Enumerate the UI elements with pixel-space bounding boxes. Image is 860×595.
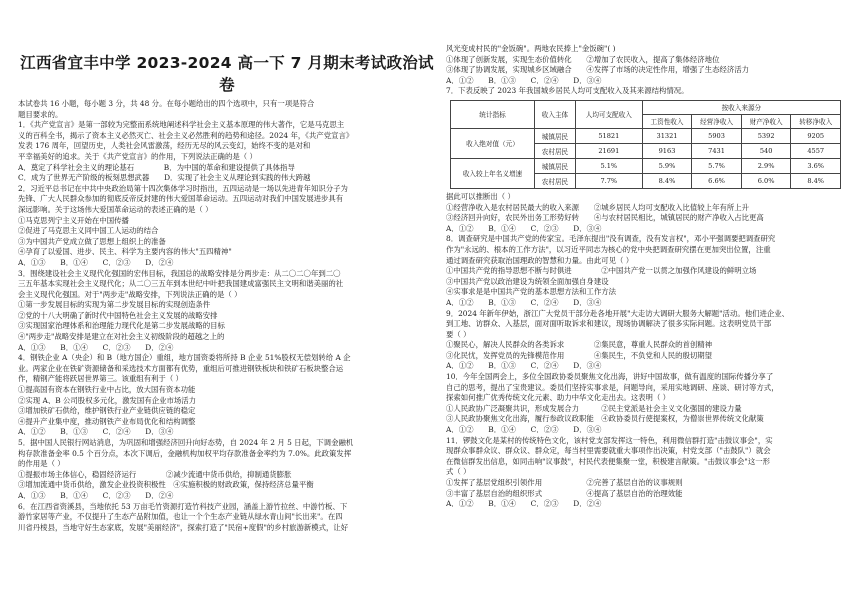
table-cell: 21691 <box>575 143 642 158</box>
left-column <box>18 0 436 595</box>
right-question-text-bottom <box>446 192 848 510</box>
text-line: ③增加流通中货币供给，激发企业投资积极性 ④实施积极的财政政策，保持经济总量平衡 <box>18 480 314 490</box>
text-line: 2．习近平总书记在中共中央政治局第十四次集体学习时指出，五四运动是一场以先进青年知识分子为 <box>18 183 348 193</box>
text-line: ③体现了协调发展，实现城乡区域融合 ④发挥了市场的决定性作用，增强了生态经济活力 <box>446 65 750 75</box>
table-header-wage: 工资性收入 <box>642 114 692 128</box>
table-cell: 7431 <box>692 143 742 158</box>
text-line: 先锋、广大人民群众参加的彻底反帝反封建的伟大爱国革命运动。五四运动对我们中国发展进步具有 <box>18 194 344 204</box>
text-line: 通过调查研究获取治国理政的智慧和力量。由此可见（ ） <box>446 255 634 265</box>
table-cell: 6.6% <box>692 173 742 188</box>
text-line: 到工地、访群众、入基层，面对面听取诉求和建议，现场协调解决了很多实际问题。这表明党员干部 <box>446 319 772 329</box>
right-question-text-top <box>446 44 848 97</box>
text-line: A．①② B．①③ C．②④ D．③④ <box>18 427 174 437</box>
text-line: ④提升产业集中度，推动钢铁产业布局优化和结构调整 <box>18 416 196 426</box>
text-line: ②促进了马克思主义同中国工人运动的结合 <box>18 226 159 236</box>
text-line: 要（ ） <box>446 329 471 339</box>
text-line: ③丰富了基层自治的组织形式 ④提高了基层自治的治理效能 <box>446 488 683 498</box>
text-line: 自己的思考，提出了宝贵建议。委员们坚持实事求是，问题导向，采用实地调研、座谈、研讨等方式， <box>446 382 779 392</box>
table-cell: 8.4% <box>791 173 841 188</box>
text-line: 义的百科全书，揭示了资本主义必然灭亡、社会主义必然胜利的趋势和途径。2024 年，《共产党宣言》 <box>18 130 354 140</box>
table-header-subject: 收入主体 <box>534 100 575 128</box>
instructions-line: 本试卷共 16 小题，每小题 3 分，共 48 分。在每小题给出的四个选项中，只有一项是符合 <box>18 99 315 108</box>
text-line: ③为中国共产党成立做了思想上组织上的准备 <box>18 236 166 246</box>
text-line: A．①② B．①④ C．②③ D．③④ <box>446 223 602 233</box>
text-line: ③中国共产党以政治建设为统领全面加强自身建设 <box>446 276 609 286</box>
table-cell: 农村居民 <box>534 173 575 188</box>
table-header-transfer: 转移净收入 <box>791 114 841 128</box>
table-header-by-source: 按收入来源分 <box>642 100 840 114</box>
text-line: 10．今年全国两会上，多位全国政协委员聚焦文化出海，讲好中国故事，做有温度的国际传播分享了 <box>446 372 774 382</box>
text-line: ③实现国家治理体系和治理能力现代化是第二步发展战略的目标 <box>18 321 225 331</box>
text-line: ①经营净收入是农村居民最大的收入来源 ②城乡居民人均可支配收入比值较上年有所上升 <box>446 202 750 212</box>
text-line: A．①② B．①③ C．②④ D．③④ <box>446 361 602 371</box>
table-cell: 5.9% <box>642 158 692 173</box>
text-line: 业。两家企业在铁矿资源储备和采选技术方面都有优势，重组后可推进钢铁板块和铁矿石板块整合运 <box>18 363 344 373</box>
text-line: 6．在江西省资溪县，当地依托 53 万亩毛竹资源打造竹科技产业园，涵盖上游竹拉丝、中游竹板、下 <box>18 501 348 511</box>
text-line: ④实事求是是中国共产党的基本思想方法和工作方法 <box>446 287 616 297</box>
text-line: 4．钢铁企业 A（央企）和 B（地方国企）重组，地方国资委将所持 B 企业 51%股权无偿划转给 A 企 <box>18 353 351 363</box>
text-line: ②党的十八大明确了新时代中国特色社会主义发展的战略安排 <box>18 310 218 320</box>
text-line: A．①③ B．①④ C．②③ D．②④ <box>18 257 174 267</box>
text-line: ③化民忧，发挥党员的先锋模范作用 ④集民生，不负党和人民的殷切期望 <box>446 350 713 360</box>
table-cell: 6.0% <box>741 173 791 188</box>
text-line: 9．2024 年新年伊始，浙江广大党员干部分赴各地开展"大走访大调研大服务大解题"活动。他们进企业、 <box>446 308 790 318</box>
text-line: ①中国共产党的指导思想不断与时俱进 ②中国共产党一以贯之加强作风建设的鲜明立场 <box>446 266 757 276</box>
text-line: ①马克思列宁主义开始在中国传播 <box>18 215 129 225</box>
table-header-property: 财产净收入 <box>741 114 791 128</box>
text-line: 1．《共产党宣言》是第一部较为完整而系统地阐述科学社会主义基本原理的伟大著作，它是马克思主 <box>18 120 345 130</box>
table-group-label: 收入较上年名义增速 <box>451 158 535 188</box>
text-line: 作为"永远的、根本的工作方法"，以习近平同志为核心的党中央把调查研究摆在更加突出位置，注重 <box>446 244 771 254</box>
text-line: ①发挥了基层党组织引领作用 ②完善了基层自治的议事规则 <box>446 478 683 487</box>
text-line: 三五年基本实现社会主义现代化；从二〇三五年到本世纪中叶把我国建成富强民主文明和谐美丽的社 <box>18 279 344 289</box>
text-line: 游竹家居等产业，不仅提升了生态产品附加值，也让一个个生态产业链从绿水青山间"长出来"。在四 <box>18 512 343 522</box>
text-line: 会主义现代化强国。对于"两步走"战略安排，下列说法正确的是（ ） <box>18 289 242 299</box>
table-cell: 8.4% <box>642 173 692 188</box>
income-table <box>450 100 841 189</box>
text-line: 风光变成村民的"金饭碗"。两地农民捧上"金饭碗"( ) <box>446 44 616 53</box>
text-line: A．①② B．①③ C．②④ D．③④ <box>446 297 602 307</box>
text-line: ①体现了创新发展，实现生态价值转化 ②增加了农民收入，提高了集体经济地位 <box>446 54 720 64</box>
table-cell: 7.7% <box>575 173 642 188</box>
text-line: 深远影响。关于这场伟大爱国革命运动的表述正确的是（ ） <box>18 204 213 214</box>
text-line: ①聚民心，解决人民群众的各类诉求 ②集民意，尊重人民群众的首创精神 <box>446 340 713 350</box>
instructions <box>18 99 436 120</box>
table-cell: 5903 <box>692 128 742 143</box>
text-line: 在微信群发出信息，如同击响"议事鼓"，村民代表便集聚一堂，积极建言献策。"击鼓议事会"这一形 <box>446 456 771 466</box>
text-line: ①第一步发展目标的实现为第二步发展目标的实现创造条件 <box>18 300 211 310</box>
text-line: 7．下表反映了 2023 年我国城乡居民人均可支配收入及其来源结构情况。 <box>446 86 689 96</box>
text-line: ③增加铁矿石供给，维护钢铁行业产业链供应链的稳定 <box>18 406 196 416</box>
table-row <box>451 128 841 143</box>
table-header-business: 经营净收入 <box>692 114 742 128</box>
text-line: 式（ ） <box>446 467 471 477</box>
table-header-indicator: 统计指标 <box>451 100 535 128</box>
text-line: 现群众事群众议、群众议、群众定，每当村里需要就重大事项作出决策，村党支部（"击鼓队"）就会 <box>446 446 771 456</box>
text-line: ④"两步走"战略安排是建立在对社会主义初级阶段的超越之上的 <box>18 332 225 342</box>
text-line: 据此可以推断出（ ） <box>446 191 515 201</box>
text-line: 11．锣鼓文化是某村的传统特色文化，该村党支部发挥这一特色，利用微信群打造"击鼓议事会"，实 <box>446 435 773 445</box>
table-cell: 9163 <box>642 143 692 158</box>
text-line: ①提高国有资本在钢铁行业中占比，放大国有资本功能 <box>18 385 196 395</box>
text-line: A．奠定了科学社会主义的理论基石 B．为中国的革命和建设提供了具体指导 <box>18 162 295 172</box>
text-line: 作，精钢产能将跃居世界第三。该重组有利于（ ） <box>18 374 183 384</box>
table-cell: 51821 <box>575 128 642 143</box>
table-cell: 5392 <box>741 128 791 143</box>
table-cell: 城镇居民 <box>534 158 575 173</box>
text-line: 川省丹棱县，当地守好生态家底，发展"美丽经济"，探索打造了"民宿+度假"的乡村旅游新模式，让好 <box>18 522 349 532</box>
text-line: A．①② B．①③ C．②④ D．③④ <box>446 75 602 85</box>
text-line: 探索如何推广优秀传统文化元素、助力中华文化走出去。这表明（ ） <box>446 393 671 403</box>
text-line: C．成为了世界无产阶级的板刻思想武器 D．实现了社会主义从理论到实践的伟大跨越 <box>18 173 311 183</box>
text-line: 平幸福美好的追求。关于《共产党宣言》的作用，下列说法正确的是（ ） <box>18 151 257 161</box>
text-line: 构存款准备金率 0.5 个百分点，本次下调后，金融机构加权平均存款准备金率约为 7.0%。此政策发挥 <box>18 448 352 458</box>
right-column <box>446 0 848 595</box>
text-line: A．①② B．①④ C．②③ D．③④ <box>446 425 602 435</box>
table-cell: 9205 <box>791 128 841 143</box>
text-line: A．①② B．①④ C．②③ D．②④ <box>446 499 602 509</box>
left-question-text <box>18 120 436 533</box>
document-title: 江西省宜丰中学 2023-2024 高一下 7 月期末考试政治试卷 <box>20 54 434 94</box>
table-cell: 31321 <box>642 128 692 143</box>
instructions-line: 题目要求的。 <box>18 109 63 119</box>
text-line: A．①③ B．①④ C．②③ D．②④ <box>18 342 174 352</box>
text-line: ④孕育了以爱国、进步、民主、科学为主要内容的伟大"五四精神" <box>18 247 232 257</box>
text-line: 3．围绕建设社会主义现代化强国的宏伟目标，我国总的战略安排是分两步走：从二〇二〇年到二〇 <box>18 268 341 278</box>
text-line: ②实现 A、B 公司股权多元化，激发国有企业市场活力 <box>18 395 197 405</box>
table-row <box>451 158 841 173</box>
table-cell: 2.9% <box>741 158 791 173</box>
table-cell: 5.1% <box>575 158 642 173</box>
table-cell: 城镇居民 <box>534 128 575 143</box>
table-group-label: 收入绝对值（元） <box>451 128 535 158</box>
table-header-total: 人均可支配收入 <box>575 100 642 128</box>
table-cell: 4557 <box>791 143 841 158</box>
text-line: 8．调查研究是中国共产党的传家宝。毛泽东提出"没有调查，没有发言权"，邓小平强调要把调查研究 <box>446 234 776 244</box>
text-line: A．①③ B．①④ C．②③ D．②④ <box>18 490 174 500</box>
table-cell: 5.7% <box>692 158 742 173</box>
table-cell: 3.6% <box>791 158 841 173</box>
text-line: ①人民政协广泛凝聚共识，形成发展合力 ②民主党派是社会主义文化强国的建设力量 <box>446 403 742 413</box>
text-line: 的作用是（ ） <box>18 459 65 469</box>
table-cell: 农村居民 <box>534 143 575 158</box>
text-line: 发表 176 周年，回望历史，人类社会风雷激荡，经历无尽的风云变幻，始终不变的是对和 <box>18 141 311 151</box>
text-line: ③人民政协聚焦文化出海，履行参政议政职能 ④政协委员行使提案权，为僧崇世界传统文化献策 <box>446 414 764 424</box>
text-line: ①提振市场主体信心，稳固经济运行 ②减少流通中货币供给，抑制通货膨胀 <box>18 469 292 479</box>
table-cell: 540 <box>741 143 791 158</box>
text-line: ③经济回升向好，农民外出务工形势好转 ④与农村居民相比，城镇居民的财产净收入占比更高 <box>446 213 764 223</box>
text-line: 5．据中国人民银行网站消息，为巩固和增强经济回升向好态势，自 2024 年 2 月 5 日起，下调金融机 <box>18 438 354 447</box>
